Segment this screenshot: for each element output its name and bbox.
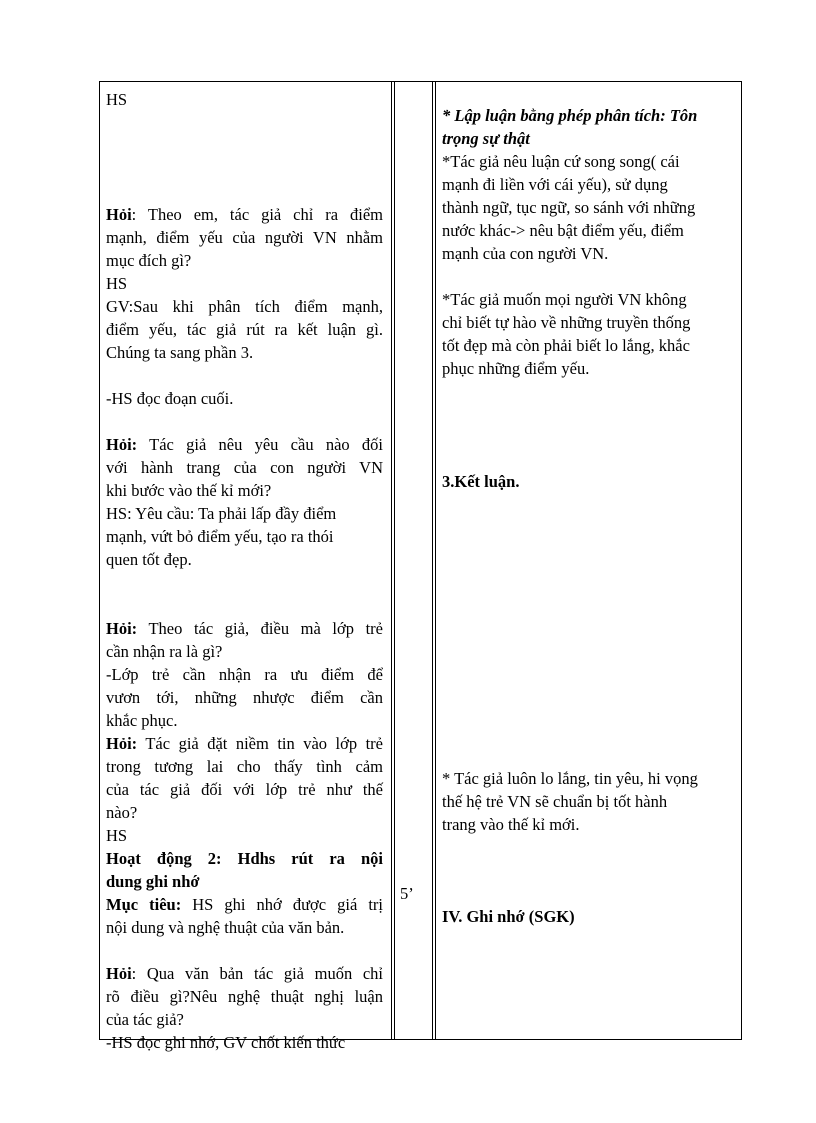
question-line: Hỏi: Theo tác giả, điều mà lớp trẻ — [106, 619, 383, 638]
question-line: cần nhận ra là gì? — [106, 642, 223, 661]
content-line: thế hệ trẻ VN sẽ chuẩn bị tốt hành — [442, 792, 668, 811]
question-line: rõ điều gì?Nêu nghệ thuật nghị luận — [106, 987, 383, 1006]
text-line: HS — [106, 826, 128, 845]
content-block — [442, 767, 733, 836]
teacher-line: GV:Sau khi phân tích điểm mạnh, — [106, 297, 383, 316]
question-line: mạnh, điểm yếu của người VN nhằm — [106, 228, 383, 247]
content-line: mạnh đi liền với cái yếu), sử dụng — [442, 175, 668, 194]
question-line: với hành trang của con người VN — [106, 458, 383, 477]
question-line: nào? — [106, 803, 138, 822]
answer-line: HS: Yêu cầu: Ta phải lấp đầy điểm — [106, 504, 337, 523]
question-line: mục đích gì? — [106, 251, 192, 270]
goal-label: Mục tiêu: — [106, 895, 182, 914]
student-line: -HS đọc đoạn cuối. — [106, 389, 234, 408]
content-line: tốt đẹp mà còn phải biết lo lắng, khắc — [442, 336, 690, 355]
question-line: của tác giả? — [106, 1010, 184, 1029]
section-heading: * Lập luận bằng phép phân tích: Tôn — [442, 106, 698, 125]
time-column — [394, 82, 433, 1039]
section-heading: IV. Ghi nhớ (SGK) — [442, 907, 575, 926]
content-line: *Tác giả nêu luận cứ song song( cái — [442, 152, 680, 171]
student-line: -HS đọc ghi nhớ, GV chốt kiến thức — [106, 1033, 346, 1052]
question-label: Hỏi — [106, 205, 132, 224]
question-line: Hỏi: Qua văn bản tác giả muốn chỉ — [106, 964, 383, 983]
activity-heading: dung ghi nhớ — [106, 872, 200, 891]
content-line: mạnh của con người VN. — [442, 244, 609, 263]
question-line: khi bước vào thế kỉ mới? — [106, 481, 272, 500]
question-line: Hỏi: Tác giả nêu yêu cầu nào đối — [106, 435, 383, 454]
lesson-table — [99, 81, 742, 1052]
section-heading: trọng sự thật — [442, 129, 530, 148]
time-value: 5’ — [400, 884, 414, 903]
answer-line: mạnh, vứt bỏ điểm yếu, tạo ra thói — [106, 527, 334, 546]
content-line: *Tác giả muốn mọi người VN không — [442, 290, 687, 309]
activity-heading: Hoạt động 2: Hdhs rút ra nội — [106, 849, 383, 868]
question-line: của tác giả đối với lớp trẻ như thế — [106, 780, 383, 799]
answer-line: -Lớp trẻ cần nhận ra ưu điểm để — [106, 665, 383, 684]
goal-line: Mục tiêu: HS ghi nhớ được giá trị — [106, 895, 383, 914]
text-line: HS — [106, 90, 128, 109]
activities-column — [100, 82, 392, 1052]
content-column — [435, 82, 741, 1039]
question-line: Hỏi: Theo em, tác giả chỉ ra điểm — [106, 205, 383, 224]
content-line: thành ngữ, tục ngữ, so sánh với những — [442, 198, 696, 217]
teacher-line: Chúng ta sang phần 3. — [106, 343, 254, 362]
answer-line: khắc phục. — [106, 711, 178, 730]
answer-line: quen tốt đẹp. — [106, 550, 192, 569]
question-label: Hỏi: — [106, 734, 138, 753]
goal-line: nội dung và nghệ thuật của văn bản. — [106, 918, 345, 937]
content-line: * Tác giả luôn lo lắng, tin yêu, hi vọng — [442, 769, 698, 788]
teacher-line: điểm yếu, tác giả rút ra kết luận gì. — [106, 320, 383, 339]
content-line: trang vào thế kỉ mới. — [442, 815, 580, 834]
content-line: chỉ biết tự hào về những truyền thống — [442, 313, 691, 332]
content-line: phục những điểm yếu. — [442, 359, 590, 378]
section-heading: 3.Kết luận. — [442, 472, 520, 491]
question-line: trong tương lai cho thấy tình cảm — [106, 757, 383, 776]
question-line: Hỏi: Tác giả đặt niềm tin vào lớp trẻ — [106, 734, 383, 753]
question-label: Hỏi: — [106, 619, 138, 638]
question-label: Hỏi — [106, 964, 132, 983]
question-label: Hỏi: — [106, 435, 138, 454]
answer-line: vươn tới, những nhược điểm cần — [106, 688, 383, 707]
content-line: nước khác-> nêu bật điểm yếu, điểm — [442, 221, 684, 240]
text-line: HS — [106, 274, 128, 293]
